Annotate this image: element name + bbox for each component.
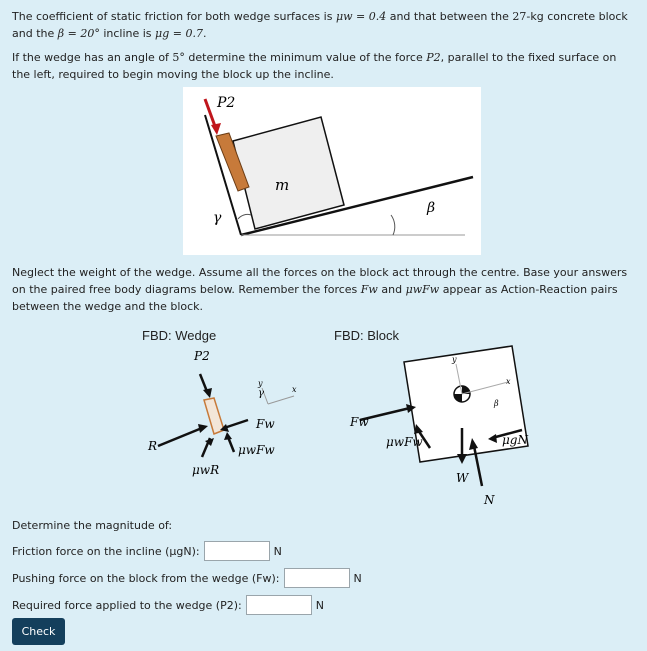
fbd-block-mugn-label: μgN: [502, 433, 528, 447]
q1-label: Friction force on the incline (μgN):: [12, 544, 200, 558]
fbd-wedge-y-label: y: [258, 379, 263, 388]
gamma-arc: [238, 214, 251, 219]
p2-arrowhead: [211, 123, 221, 135]
p2-label: P2: [217, 95, 236, 111]
p1-text-b: and that between the: [389, 10, 509, 23]
question-row-required: [12, 594, 324, 616]
fbd-wedge-r-arrowhead: [198, 424, 208, 433]
beta-arc: [391, 215, 395, 235]
fbd-wedge-r-arrow: [158, 428, 202, 446]
beta-label: β: [427, 200, 436, 216]
p2-text-c: , parallel to the fixed surface on the left, required to begin moving the block up the incline.: [12, 51, 617, 81]
fbd-block-y-label: y: [452, 355, 457, 364]
wedge-block-figure: [183, 87, 481, 255]
beta-value: β = 20°: [57, 27, 100, 40]
p2-text-a: If the wedge has an angle of: [12, 51, 169, 64]
mass-value: 27: [512, 10, 527, 23]
p3-text-b: appear as Action-Reaction pairs between the wedge and the block.: [12, 283, 618, 313]
wedge-block-diagram: [183, 87, 481, 255]
fbd-wedge-diagram: [140, 342, 310, 482]
fbd-block-diagram: [336, 342, 546, 512]
fbd-block-x-label: x: [506, 377, 511, 386]
fbd-wedge-r-label: R: [148, 439, 158, 453]
problem-paragraph-3: [12, 264, 637, 315]
p3-text-a: Neglect the weight of the wedge. Assume all the forces on the block act through the centre. Base your answers on the paired free body diagrams below. Remember the forces: [12, 266, 628, 296]
fbd-wedge-p2-label: P2: [194, 349, 210, 363]
fbd-wedge-fw-label: Fw: [256, 417, 275, 431]
q2-unit: N: [353, 571, 362, 585]
fbd-block-w-label: W: [456, 471, 469, 485]
problem-paragraph-1: [12, 8, 637, 42]
p1-text-d: incline is: [103, 27, 152, 40]
questions-heading-text: Determine the magnitude of:: [12, 518, 173, 532]
q3-unit: N: [315, 598, 324, 612]
gamma-label: γ: [213, 210, 222, 226]
fbd-block-weight-arrowhead: [457, 454, 467, 464]
fbd-wedge-x-axis: [268, 396, 294, 404]
fbd-block-mufw-label: μwFw: [386, 435, 423, 449]
fbd-wedge-x-label: x: [292, 385, 297, 394]
wedge-angle-value: 5°: [172, 51, 185, 64]
q1-unit: N: [273, 544, 282, 558]
p3-mufw-symbol: μwFw: [405, 283, 440, 296]
question-row-friction: [12, 540, 282, 562]
mass-label: m: [275, 176, 290, 194]
fbd-block-fw-label: Fw: [350, 415, 369, 429]
p1-text-e: .: [202, 27, 207, 40]
fbd-block-beta-label: β: [494, 399, 499, 408]
fbd-block-title: FBD: Block: [334, 328, 400, 343]
problem-paragraph-2: [12, 49, 637, 83]
p1-text-a: The coefficient of static friction for both wedge surfaces is: [12, 10, 333, 23]
fbd-wedge-shape: [204, 398, 224, 434]
p2-text-b: determine the minimum value of the force: [188, 51, 423, 64]
question-row-pushing: [12, 567, 362, 589]
mu-g-value: μg = 0.7: [155, 27, 203, 40]
q3-label: Required force applied to the wedge (P2):: [12, 598, 242, 612]
pushing-force-input[interactable]: [284, 568, 350, 588]
fbd-wedge-title: FBD: Wedge: [142, 328, 217, 343]
p2-force-symbol: P2: [426, 51, 441, 64]
fbd-wedge-p2-arrowhead: [203, 388, 212, 398]
questions-heading: [12, 514, 172, 536]
fbd-wedge-fw-arrow: [224, 420, 248, 428]
fbd-wedge-mufw-arrowhead: [224, 432, 232, 440]
mu-w-value: μw = 0.4: [335, 10, 387, 23]
p1-text-c: -kg concrete block and the: [12, 10, 628, 40]
fbd-wedge-gamma-label: γ: [258, 388, 264, 399]
p3-text-and: and: [381, 283, 403, 296]
fbd-block-n-label: N: [484, 493, 495, 507]
q2-label: Pushing force on the block from the wedge (Fw):: [12, 571, 280, 585]
fbd-wedge-mur-label: μwR: [192, 463, 220, 477]
required-force-input[interactable]: [246, 595, 312, 615]
friction-force-input[interactable]: [204, 541, 270, 561]
check-button[interactable]: Check: [12, 618, 65, 645]
fbd-wedge-mufw-label: μwFw: [238, 443, 275, 457]
p3-fw-symbol: Fw: [360, 283, 378, 296]
